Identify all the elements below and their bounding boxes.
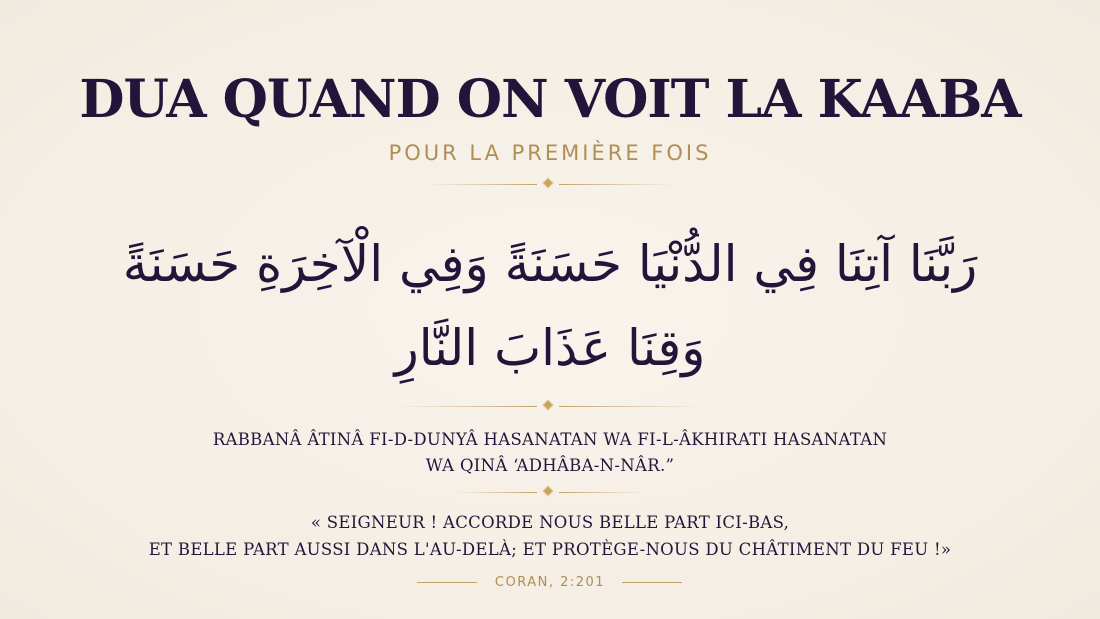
ornament-divider-middle bbox=[0, 399, 1100, 413]
arabic-verse-line-2: وَقِنَا عَذَابَ النَّارِ bbox=[394, 319, 706, 377]
translation-line-2: ET BELLE PART AUSSI DANS L'AU-DELÀ; ET PROTÈGE-NOUS DU CHÂTIMENT DU FEU !» bbox=[148, 540, 952, 559]
page-subtitle: POUR LA PREMIÈRE FOIS bbox=[388, 141, 712, 165]
diamond-icon bbox=[542, 399, 553, 410]
transliteration-line-1: RABBANÂ ÂTINÂ FI-D-DUNYÂ HASANATAN WA FI-L-ÂKHIRATI HASANATAN bbox=[212, 430, 888, 449]
diamond-icon bbox=[542, 485, 553, 496]
divider-line-left bbox=[455, 492, 537, 493]
divider-line-left bbox=[425, 184, 537, 185]
transliteration-line-2: WA QINÂ ‘ADHÂBA-N-NÂR.” bbox=[425, 456, 675, 475]
ornament-divider-top bbox=[0, 177, 1100, 191]
page-title: DUA QUAND ON VOIT LA KAABA bbox=[79, 69, 1021, 130]
ornament-divider-lower bbox=[0, 485, 1100, 499]
translation-line-1: « SEIGNEUR ! ACCORDE NOUS BELLE PART ICI-BAS, bbox=[310, 513, 790, 532]
divider-line-left bbox=[395, 406, 537, 407]
source-line-right bbox=[622, 582, 682, 583]
divider-line-right bbox=[559, 406, 705, 407]
diamond-icon bbox=[542, 177, 553, 188]
source-reference bbox=[0, 574, 1100, 592]
divider-line-right bbox=[559, 184, 675, 185]
divider-line-right bbox=[559, 492, 645, 493]
arabic-verse-line-1: رَبَّنَا آتِنَا فِي الدُّنْيَا حَسَنَةً وَفِي الْآخِرَةِ حَسَنَةً bbox=[122, 235, 978, 293]
source-label: CORAN, 2:201 bbox=[494, 575, 606, 590]
